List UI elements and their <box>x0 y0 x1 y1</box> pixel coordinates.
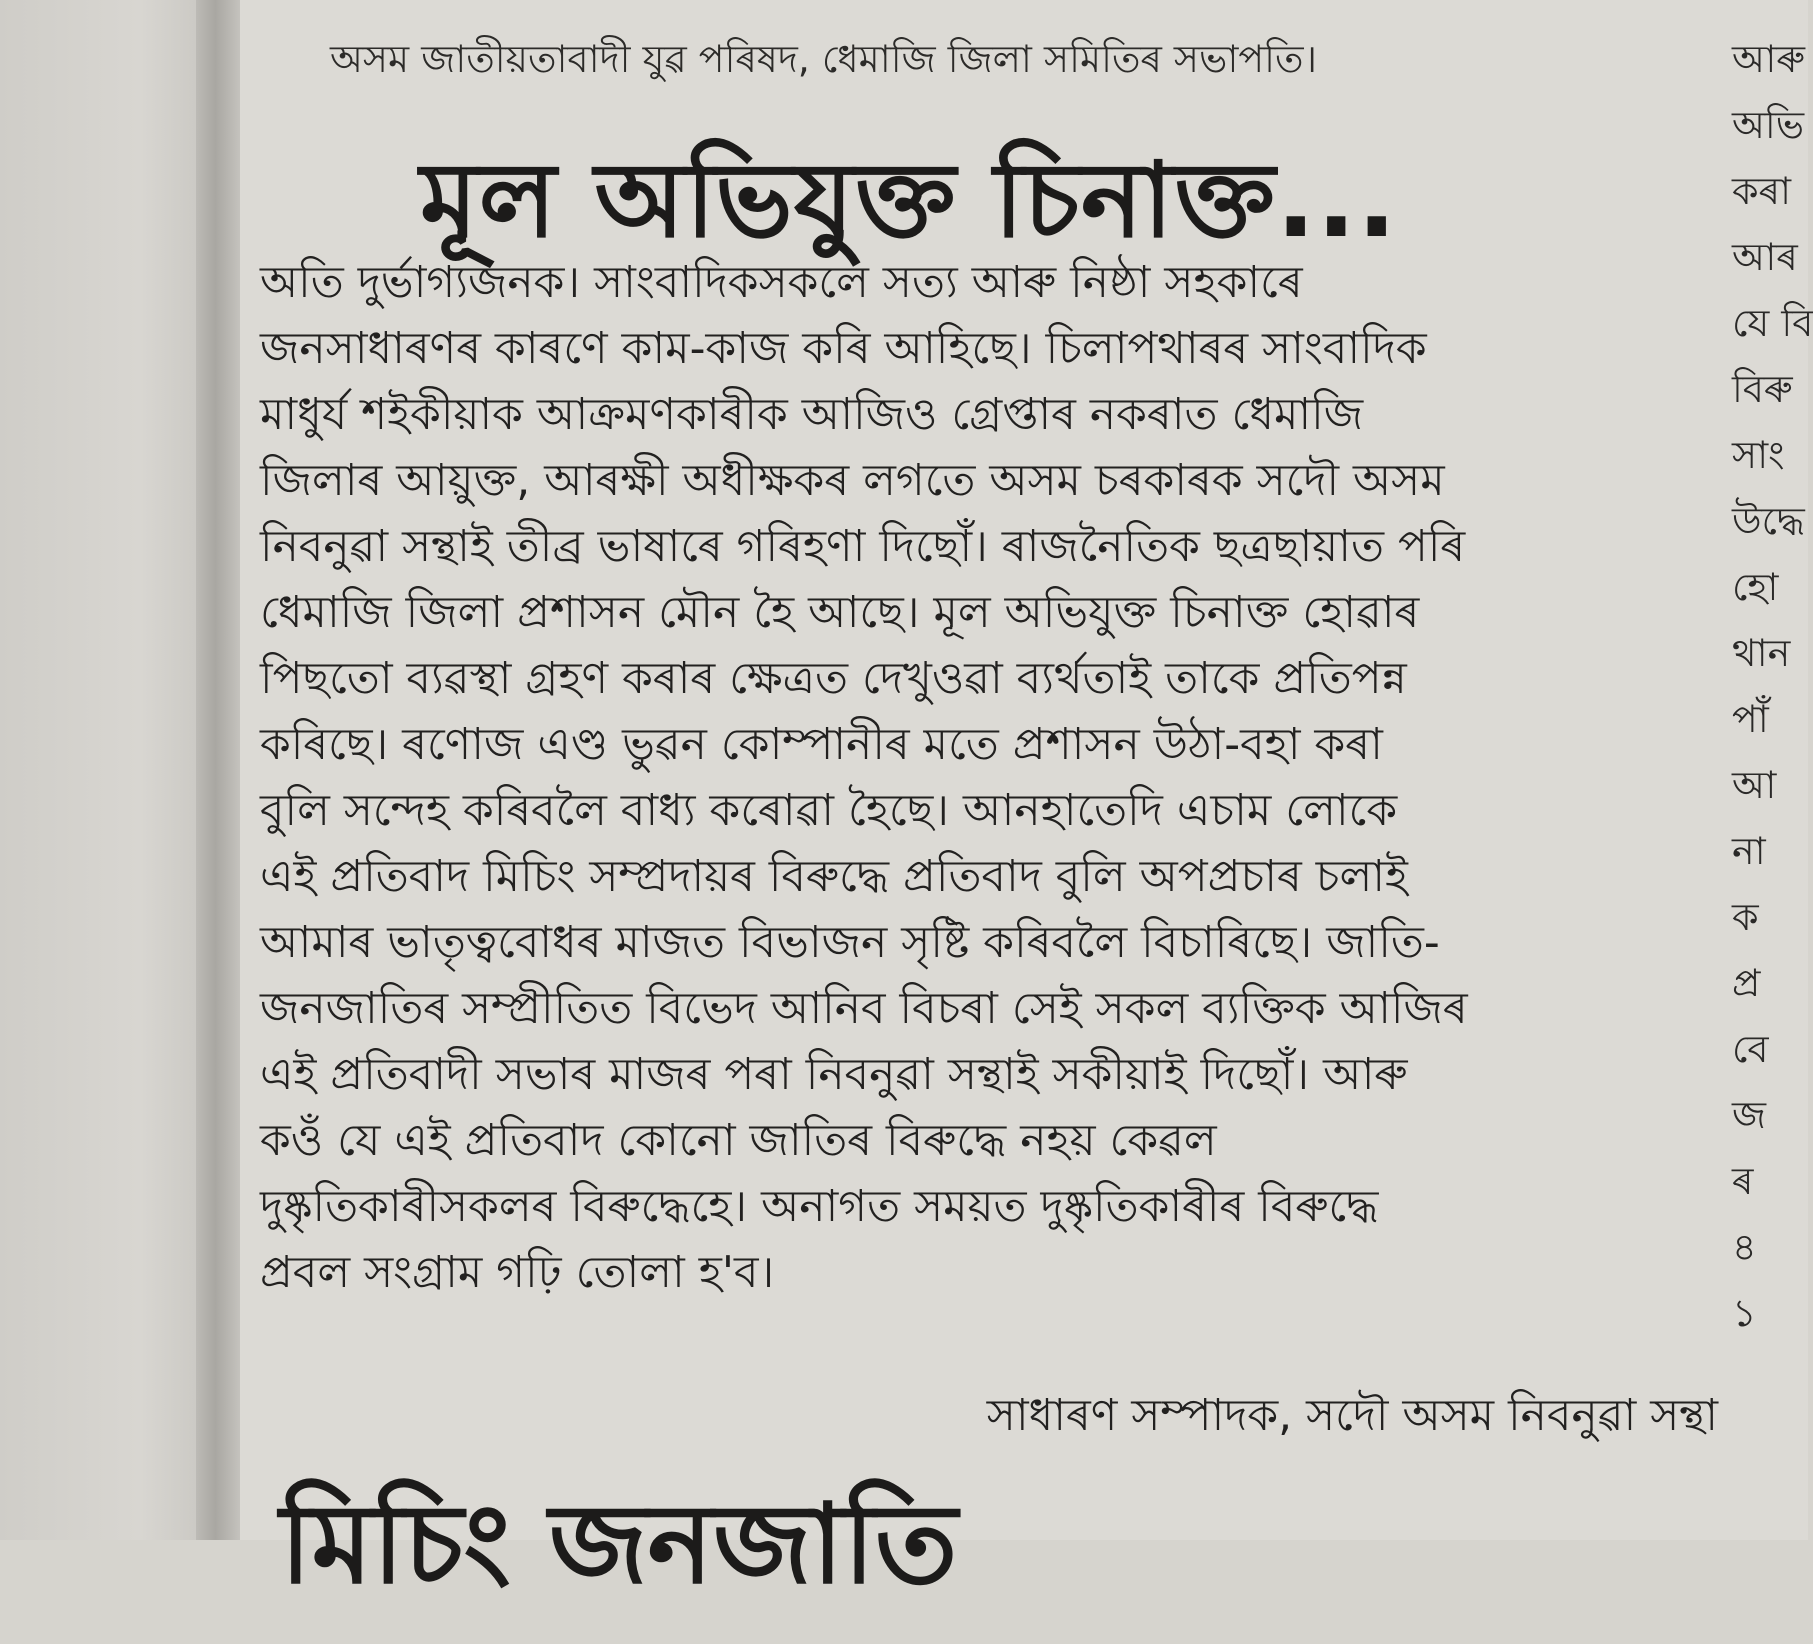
body-line: জনজাতিৰ সম্প্ৰীতিত বিভেদ আনিব বিচৰা সেই সকল ব্যক্তিক আজিৰ <box>260 983 1468 1034</box>
adjacent-column-fragment: প্ৰ <box>1732 961 1761 1005</box>
adjacent-column-fragment: কৰা <box>1732 169 1792 213</box>
adjacent-column-fragment: ৰ <box>1732 1159 1754 1203</box>
adjacent-column-fragment: জ <box>1732 1093 1766 1137</box>
body-line: জিলাৰ আয়ুক্ত, আৰক্ষী অধীক্ষকৰ লগতে অসম চৰকাৰক সদৌ অসম <box>260 455 1445 506</box>
adjacent-column-fragment: ৪ <box>1732 1225 1757 1269</box>
article-signature: সাধাৰণ সম্পাদক, সদৌ অসম নিবনুৱা সন্থা <box>986 1390 1718 1441</box>
adjacent-column-fragment: ১ <box>1732 1291 1757 1335</box>
adjacent-column-fragment: আ <box>1732 763 1777 807</box>
body-line: জনসাধাৰণৰ কাৰণে কাম-কাজ কৰি আহিছে। চিলাপথাৰৰ সাংবাদিক <box>260 323 1427 374</box>
newspaper-page <box>240 0 1808 1608</box>
adjacent-column-fragment: থান <box>1732 631 1791 675</box>
body-line: আমাৰ ভাতৃত্ববোধৰ মাজত বিভাজন সৃষ্টি কৰিবলৈ বিচাৰিছে। জাতি- <box>260 917 1440 968</box>
article-top-line: অসম জাতীয়তাবাদী যুৱ পৰিষদ, ধেমাজি জিলা সমিতিৰ সভাপতি। <box>330 37 1318 81</box>
adjacent-column-fragment: হো <box>1732 565 1779 609</box>
adjacent-column-fragment: উদ্ধে <box>1732 499 1805 543</box>
article-headline: মূল অভিযুক্ত চিনাক্ত... <box>420 139 1398 261</box>
body-line: বুলি সন্দেহ কৰিবলৈ বাধ্য কৰোৱা হৈছে। আনহাতেদি এচাম লোকে <box>260 785 1398 836</box>
adjacent-column-fragment: আৰ <box>1732 235 1798 279</box>
adjacent-column-fragment: বিৰু <box>1732 367 1793 411</box>
body-line: প্ৰবল সংগ্ৰাম গঢ়ি তোলা হ'ব। <box>260 1247 775 1298</box>
body-line: এই প্ৰতিবাদ মিচিং সম্প্ৰদায়ৰ বিৰুদ্ধে প্ৰতিবাদ বুলি অপপ্ৰচাৰ চলাই <box>260 851 1408 902</box>
adjacent-column-fragment: ক <box>1732 895 1759 939</box>
body-line: মাধুৰ্য শইকীয়াক আক্ৰমণকাৰীক আজিও গ্ৰেপ্তাৰ নকৰাত ধেমাজি <box>260 389 1364 440</box>
article <box>240 0 1808 1608</box>
article-body <box>260 250 1730 1306</box>
body-line: কৰিছে। ৰণোজ এণ্ড ভুৱন কোম্পানীৰ মতে প্ৰশাসন উঠা-বহা কৰা <box>260 719 1383 770</box>
body-line: এই প্ৰতিবাদী সভাৰ মাজৰ পৰা নিবনুৱা সন্থাই সকীয়াই দিছোঁ। আৰু <box>260 1049 1408 1100</box>
adjacent-column-fragment: বে <box>1732 1027 1769 1071</box>
adjacent-column-fragment: পাঁ <box>1732 697 1769 741</box>
body-line: ধেমাজি জিলা প্ৰশাসন মৌন হৈ আছে। মূল অভিযুক্ত চিনাক্ত হোৱাৰ <box>260 587 1420 638</box>
body-line: অতি দুৰ্ভাগ্যজনক। সাংবাদিকসকলে সত্য আৰু নিষ্ঠা সহকাৰে <box>260 257 1303 308</box>
adjacent-column-text <box>1732 26 1813 1346</box>
left-page-margin <box>0 0 200 1540</box>
body-line: কওঁ যে এই প্ৰতিবাদ কোনো জাতিৰ বিৰুদ্ধে নহয় কেৱল <box>260 1115 1217 1166</box>
next-article-headline-cropped: মিচিং জনজাতি <box>280 1480 958 1608</box>
body-line: পিছতো ব্যৱস্থা গ্ৰহণ কৰাৰ ক্ষেত্ৰত দেখুওৱা ব্যৰ্থতাই তাকে প্ৰতিপন্ন <box>260 653 1407 704</box>
body-line: দুষ্কৃতিকাৰীসকলৰ বিৰুদ্ধেহে। অনাগত সময়ত দুষ্কৃতিকাৰীৰ বিৰুদ্ধে <box>260 1181 1379 1232</box>
adjacent-column-fragment: যে বি <box>1732 301 1813 345</box>
adjacent-column-cropped <box>1728 0 1813 1540</box>
adjacent-column-fragment: আৰু <box>1732 37 1805 81</box>
page-gutter <box>196 0 244 1540</box>
adjacent-column-fragment: সাং <box>1732 433 1785 477</box>
adjacent-column-fragment: অভি <box>1732 103 1805 147</box>
body-line: নিবনুৱা সন্থাই তীব্ৰ ভাষাৰে গৰিহণা দিছোঁ। ৰাজনৈতিক ছত্ৰছায়াত পৰি <box>260 521 1466 572</box>
adjacent-column-fragment: না <box>1732 829 1766 873</box>
